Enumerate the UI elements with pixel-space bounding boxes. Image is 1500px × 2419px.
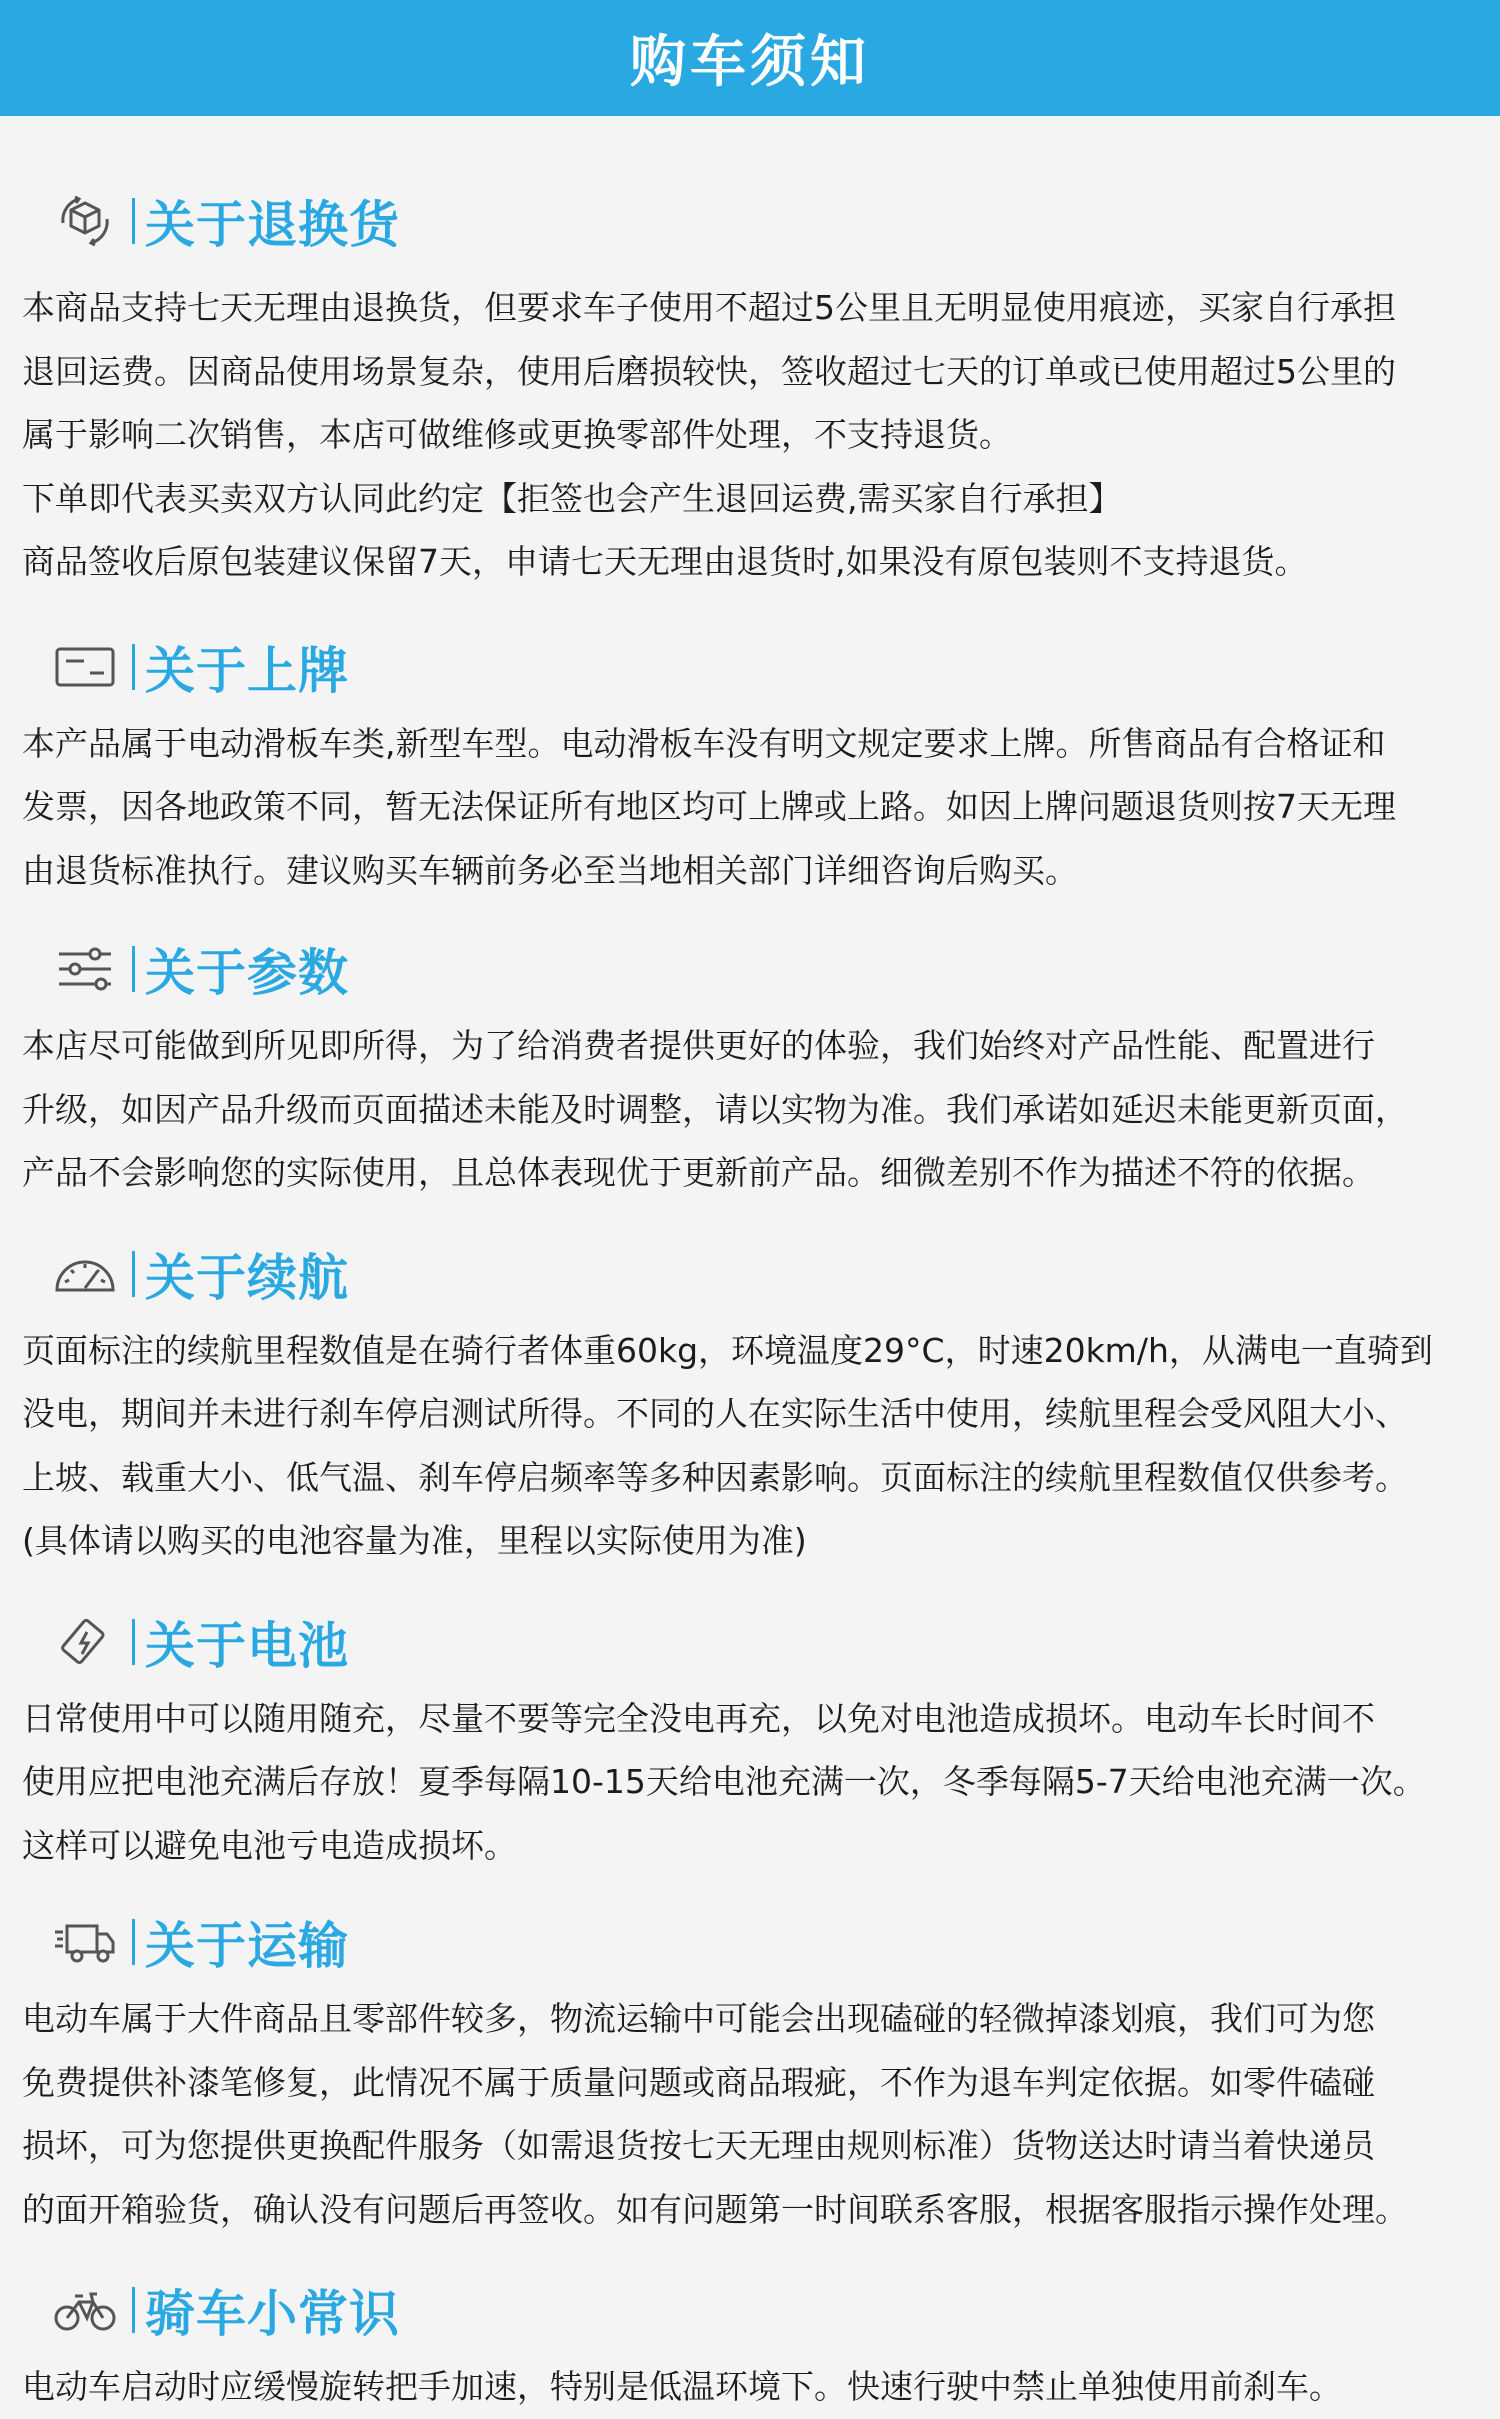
section-title: 关于电池	[145, 1616, 349, 1675]
title-divider	[132, 946, 135, 992]
paragraph-line: 由退货标准执行。建议购买车辆前务必至当地相关部门详细咨询后购买。	[22, 850, 1078, 890]
sliders-icon	[52, 939, 118, 999]
paragraph-line: 本商品支持七天无理由退换货，但要求车子使用不超过5公里且无明显使用痕迹，买家自行承担	[22, 288, 1396, 327]
paragraph-line: 电动车启动时应缓慢旋转把手加速，特别是低温环境下。快速行驶中禁止单独使用前刹车。	[22, 2367, 1342, 2406]
section-header	[22, 1229, 1478, 1319]
license-plate-icon	[52, 637, 118, 697]
section-header	[22, 1597, 1478, 1687]
section-shipping	[22, 1877, 1478, 2241]
paragraph-line: 本店尽可能做到所见即所得，为了给消费者提供更好的体验，我们始终对产品性能、配置进行	[22, 1026, 1375, 1065]
paragraph-line: 这样可以避免电池亏电造成损坏。	[22, 1825, 517, 1865]
section-parameters	[22, 902, 1478, 1205]
paragraph-line: 属于影响二次销售，本店可做维修或更换零部件处理，不支持退货。	[22, 415, 1012, 454]
delivery-truck-icon	[52, 1912, 118, 1972]
section-title: 关于退换货	[145, 196, 400, 254]
title-divider	[132, 198, 135, 244]
speedometer-icon	[52, 1244, 118, 1304]
section-returns	[22, 116, 1478, 594]
paragraph-line: 使用应把电池充满后存放！夏季每隔10-15天给电池充满一次，冬季每隔5-7天给电池充满一次。	[22, 1762, 1426, 1801]
paragraph-line: 日常使用中可以随用随充，尽量不要等完全没电再充，以免对电池造成损坏。电动车长时间不	[22, 1698, 1375, 1738]
paragraph-line: 下单即代表买卖双方认同此约定【拒签也会产生退回运费,需买家自行承担】	[22, 478, 1122, 518]
paragraph-line: 产品不会影响您的实际使用，且总体表现优于更新前产品。细微差别不作为描述不符的依据。	[22, 1153, 1375, 1192]
section-title: 关于续航	[145, 1248, 349, 1307]
section-title: 关于参数	[145, 944, 349, 1002]
paragraph-line: 免费提供补漆笔修复，此情况不属于质量问题或商品瑕疵，不作为退车判定依据。如零件磕碰	[22, 2062, 1375, 2102]
section-battery	[22, 1573, 1478, 1878]
paragraph-line: 发票，因各地政策不同，暂无法保证所有地区均可上牌或上路。如因上牌问题退货则按7天无理	[22, 787, 1396, 826]
paragraph-line: 的面开箱验货，确认没有问题后再签收。如有问题第一时间联系客服，根据客服指示操作处理。	[22, 2189, 1408, 2229]
page-title: 购车须知	[630, 30, 870, 95]
battery-icon	[52, 1612, 118, 1672]
section-header	[22, 166, 1478, 276]
paragraph-line: 损坏，可为您提供更换配件服务（如需退货按七天无理由规则标准）货物送达时请当着快递员	[22, 2126, 1375, 2165]
title-divider	[132, 644, 135, 690]
section-header	[22, 2265, 1478, 2355]
paragraph-line: 电动车属于大件商品且零部件较多，物流运输中可能会出现磕碰的轻微掉漆划痕，我们可为您	[22, 1999, 1375, 2038]
section-title: 骑车小常识	[145, 2285, 400, 2343]
bicycle-icon	[52, 2280, 118, 2340]
section-header	[22, 1897, 1478, 1987]
title-divider	[132, 1919, 135, 1965]
paragraph-line: 商品签收后原包装建议保留7天，申请七天无理由退货时,如果没有原包装则不支持退货。	[22, 542, 1308, 581]
paragraph-line: 本产品属于电动滑板车类,新型车型。电动滑板车没有明文规定要求上牌。所售商品有合格证和	[22, 723, 1386, 763]
section-registration	[22, 594, 1478, 903]
section-header	[22, 924, 1478, 1014]
title-divider	[132, 1619, 135, 1665]
section-header	[22, 622, 1478, 712]
paragraph-line: 退回运费。因商品使用场景复杂，使用后磨损较快，签收超过七天的订单或已使用超过5公里的	[22, 351, 1396, 391]
paragraph-line: 没电，期间并未进行刹车停启测试所得。不同的人在实际生活中使用，续航里程会受风阻大小、	[22, 1394, 1408, 1433]
paragraph-line: 升级，如因产品升级而页面描述未能及时调整，请以实物为准。我们承诺如延迟未能更新页面，	[22, 1089, 1408, 1129]
header-banner	[0, 0, 1500, 116]
section-title: 关于上牌	[145, 641, 349, 700]
title-divider	[132, 1251, 135, 1297]
section-range	[22, 1205, 1478, 1573]
content	[0, 116, 1500, 2419]
section-riding-tips	[22, 2241, 1478, 2419]
paragraph-line: (具体请以购买的电池容量为准，里程以实际使用为准)	[22, 1521, 807, 1560]
paragraph-line: 上坡、载重大小、低气温、刹车停启频率等多种因素影响。页面标注的续航里程数值仅供参考。	[22, 1457, 1408, 1497]
title-divider	[132, 2287, 135, 2333]
return-box-icon	[52, 191, 118, 251]
paragraph-line: 页面标注的续航里程数值是在骑行者体重60kg，环境温度29°C，时速20km/h，从满电一直骑到	[22, 1330, 1433, 1370]
section-title: 关于运输	[145, 1917, 349, 1975]
